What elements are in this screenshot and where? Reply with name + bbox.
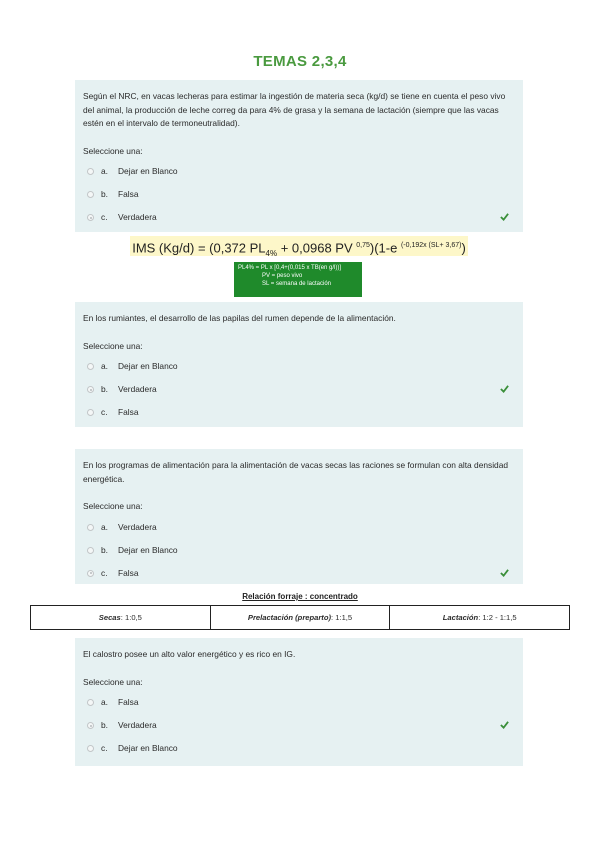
option-label: Verdadera <box>118 384 157 394</box>
radio-button-selected[interactable] <box>87 570 94 577</box>
legend-line: SL = semana de lactación <box>262 281 331 287</box>
question-text: Según el NRC, en vacas lecheras para estimar la ingestión de materia seca (kg/d) se tiene en cuenta el peso vivo del animal, la producción de leche correg da para 4% de grasa y la semana de lactación (siempre que las vacas estén en el intervalo de termoneutralidad). <box>83 91 506 128</box>
radio-button[interactable] <box>87 524 94 531</box>
option-letter: a. <box>101 697 108 707</box>
legend-line: PL4% = PL x [0,4+(0,015 x TB(en g/l))] <box>238 265 342 271</box>
option-letter: a. <box>101 521 108 532</box>
correct-check-icon <box>500 212 509 221</box>
option-letter: b. <box>101 384 108 394</box>
legend-line: PV = peso vivo <box>262 273 303 279</box>
option-a[interactable] <box>83 691 515 714</box>
radio-button[interactable] <box>87 699 94 706</box>
option-letter: a. <box>101 361 108 371</box>
option-c[interactable] <box>83 401 515 424</box>
option-b[interactable] <box>83 714 515 737</box>
question-text: El calostro posee un alto valor energético y es rico en IG. <box>83 649 296 659</box>
option-a[interactable] <box>83 516 515 539</box>
option-label: Falsa <box>118 189 139 199</box>
correct-check-icon <box>500 568 509 577</box>
relation-title: Relación forraje : concentrado <box>242 592 358 601</box>
option-letter: c. <box>101 407 108 417</box>
option-label: Verdadera <box>118 720 157 730</box>
relation-table <box>30 605 570 630</box>
option-b[interactable] <box>83 183 515 206</box>
page-title: TEMAS 2,3,4 <box>253 53 347 70</box>
option-a[interactable] <box>83 355 515 378</box>
option-label: Falsa <box>118 407 139 417</box>
select-prompt: Seleccione una: <box>83 145 143 156</box>
question-2 <box>75 302 523 427</box>
option-c[interactable] <box>83 206 515 229</box>
relation-cell-secas: Secas: 1:0,5 <box>98 613 142 622</box>
option-letter: c. <box>101 212 108 222</box>
option-label: Dejar en Blanco <box>118 743 178 753</box>
option-label: Verdadera <box>118 212 157 222</box>
option-letter: b. <box>101 720 108 730</box>
question-1 <box>75 80 523 232</box>
option-a[interactable] <box>83 160 515 183</box>
question-4 <box>75 638 523 766</box>
option-label: Falsa <box>118 567 139 578</box>
select-prompt: Seleccione una: <box>83 340 143 351</box>
select-prompt: Seleccione una: <box>83 676 143 687</box>
option-letter: a. <box>101 166 108 176</box>
option-letter: b. <box>101 189 108 199</box>
radio-button[interactable] <box>87 547 94 554</box>
option-letter: b. <box>101 544 108 555</box>
option-label: Dejar en Blanco <box>118 544 178 555</box>
option-label: Dejar en Blanco <box>118 361 178 371</box>
option-label: Verdadera <box>118 521 157 532</box>
radio-button-selected[interactable] <box>87 214 94 221</box>
relation-cell-lactacion: Lactación: 1:2 - 1:1,5 <box>389 606 569 629</box>
option-label: Falsa <box>118 697 139 707</box>
radio-button[interactable] <box>87 409 94 416</box>
option-b[interactable] <box>83 539 515 562</box>
question-text: En los rumiantes, el desarrollo de las papilas del rumen depende de la alimentación. <box>83 313 396 323</box>
radio-button[interactable] <box>87 168 94 175</box>
question-text: En los programas de alimentación para la alimentación de vacas secas las raciones se formulan con alta densidad energética. <box>83 460 509 484</box>
correct-check-icon <box>500 720 509 729</box>
question-3 <box>75 449 523 584</box>
radio-button[interactable] <box>87 745 94 752</box>
option-letter: c. <box>101 567 108 578</box>
radio-button[interactable] <box>87 363 94 370</box>
formula-legend <box>234 262 362 297</box>
option-label: Dejar en Blanco <box>118 166 178 176</box>
option-b[interactable] <box>83 378 515 401</box>
option-letter: c. <box>101 743 108 753</box>
correct-check-icon <box>500 384 509 393</box>
ims-formula: IMS (Kg/d) = (0,372 $PL_{4\%} + 0,0968$ PV $^{0,75}$)(1-e $^{(-0,192x (SL+ 3,67)}$) <box>130 236 468 256</box>
radio-button-selected[interactable] <box>87 722 94 729</box>
relation-cell-prelactacion: Prelactación (preparto): 1:1,5 <box>210 606 390 629</box>
radio-button[interactable] <box>87 191 94 198</box>
select-prompt: Seleccione una: <box>83 501 143 511</box>
option-c[interactable] <box>83 737 515 760</box>
option-c[interactable] <box>83 562 515 585</box>
radio-button-selected[interactable] <box>87 386 94 393</box>
